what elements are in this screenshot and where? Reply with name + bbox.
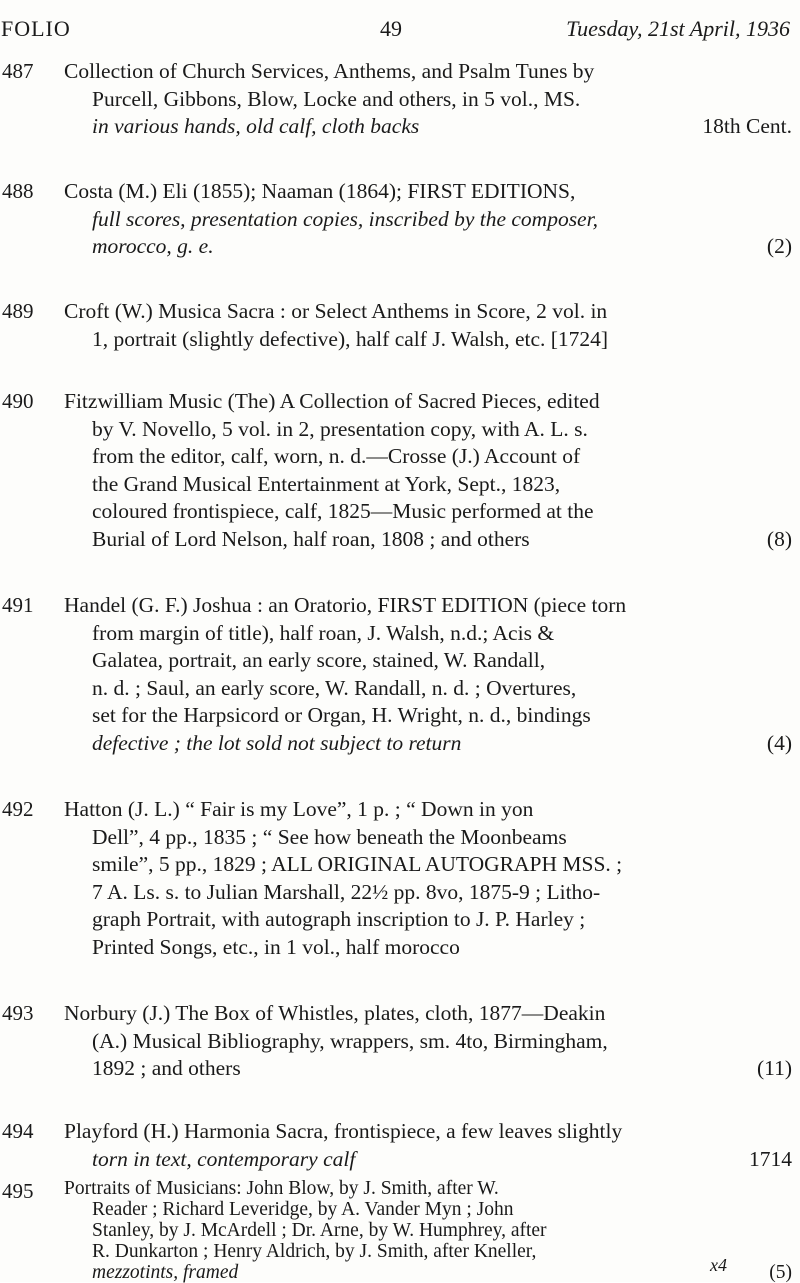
lot-line: Stanley, by J. McArdell ; Dr. Arne, by W. Humphrey, after [92, 1220, 547, 1241]
lot-quantity: (8) [766, 526, 792, 551]
lot-line: mezzotints, framed [92, 1262, 239, 1283]
lot-number: 488 [2, 179, 34, 203]
lot-line: Handel (G. F.) Joshua : an Oratorio, FIRST EDITION (piece torn [64, 593, 627, 617]
lot-description [64, 1118, 792, 1173]
lot-line-final [64, 233, 792, 261]
lot-line: the Grand Musical Entertainment at York, Sept., 1823, [92, 471, 561, 496]
lot-number: 489 [2, 299, 34, 323]
lot-description [64, 178, 792, 261]
lot-description [64, 592, 792, 757]
lot-description [64, 58, 792, 141]
lot-line: 7 A. Ls. s. to Julian Marshall, 22½ pp. 8vo, 1875-9 ; Litho- [92, 879, 601, 904]
lot-number: 492 [2, 797, 34, 821]
lot-quantity: (5) [769, 1262, 792, 1283]
lot-line: Burial of Lord Nelson, half roan, 1808 ; and others [92, 526, 530, 551]
lot-line: Costa (M.) Eli (1855); Naaman (1864); FIRST EDITIONS, [64, 179, 576, 203]
lot-quantity: (2) [766, 234, 792, 258]
lot-number: 491 [2, 593, 34, 617]
lot-line: R. Dunkarton ; Henry Aldrich, by J. Smith, after Kneller, [92, 1241, 537, 1262]
lot-line: from the editor, calf, worn, n. d.—Crosse (J.) Account of [92, 444, 581, 468]
folio-label: FOLIO [1, 16, 71, 41]
lot-description [64, 298, 792, 353]
lot-number: 495 [2, 1179, 34, 1203]
lot-line: Hatton (J. L.) “ Fair is my Love”, 1 p. ; “ Down in yon [64, 797, 534, 821]
lot-number: 494 [2, 1119, 34, 1143]
lot-line: defective ; the lot sold not subject to return [92, 730, 462, 755]
lot-description [64, 796, 792, 961]
lot-line: smile”, 5 pp., 1829 ; ALL ORIGINAL AUTOGRAPH MSS. ; [92, 852, 623, 876]
lot-line-final [64, 730, 792, 758]
lot-line: full scores, presentation copies, inscribed by the composer, [92, 206, 598, 231]
lot-line: Fitzwilliam Music (The) A Collection of Sacred Pieces, edited [64, 389, 600, 413]
lot-line: coloured frontispiece, calf, 1825—Music performed at the [92, 499, 594, 523]
signature-label: x4 [710, 1255, 727, 1275]
lot-number: 487 [2, 59, 34, 83]
lot-quantity: 1714 [749, 1146, 792, 1171]
lot-number: 493 [2, 1001, 34, 1025]
lot-line-final [64, 526, 792, 554]
lot-line: Portraits of Musicians: John Blow, by J. Smith, after W. [64, 1178, 499, 1199]
lot-line: Reader ; Richard Leveridge, by A. Vander Myn ; John [92, 1199, 514, 1220]
page-header [0, 14, 800, 44]
lot-line: Printed Songs, etc., in 1 vol., half morocco [92, 934, 460, 959]
signature-mark [710, 1255, 727, 1276]
lot-line: Galatea, portrait, an early score, stained, W. Randall, [92, 648, 546, 672]
lot-line: from margin of title), half roan, J. Walsh, n.d.; Acis & [92, 620, 555, 645]
lot-line: Norbury (J.) The Box of Whistles, plates, cloth, 1877—Deakin [64, 1001, 606, 1025]
lot-line: (A.) Musical Bibliography, wrappers, sm. 4to, Birmingham, [92, 1028, 608, 1053]
lot-line: Purcell, Gibbons, Blow, Locke and others, in 5 vol., MS. [92, 86, 581, 111]
lot-line-final [64, 1262, 792, 1283]
lot-line: Dell”, 4 pp., 1835 ; “ See how beneath the Moonbeams [92, 824, 567, 849]
lot-line: torn in text, contemporary calf [92, 1146, 356, 1171]
lot-description [64, 388, 792, 553]
lot-quantity: 18th Cent. [702, 114, 792, 138]
lot-line-final [64, 1055, 792, 1083]
lot-line-final [64, 1146, 792, 1174]
lot-quantity: (4) [766, 730, 792, 755]
lot-line-final [64, 113, 792, 141]
lot-description [64, 1000, 792, 1083]
lot-line: Playford (H.) Harmonia Sacra, frontispiece, a few leaves slightly [64, 1119, 623, 1143]
lot-line: 1892 ; and others [92, 1056, 241, 1080]
lot-line: 1, portrait (slightly defective), half calf J. Walsh, etc. [1724] [92, 326, 609, 351]
page-number: 49 [380, 16, 402, 41]
lot-quantity: (11) [756, 1056, 792, 1080]
lot-line: Collection of Church Services, Anthems, and Psalm Tunes by [64, 59, 595, 83]
lot-line: in various hands, old calf, cloth backs [92, 114, 420, 138]
lot-line: by V. Novello, 5 vol. in 2, presentation copy, with A. L. s. [92, 416, 588, 441]
lot-description [64, 1178, 792, 1283]
lot-line: n. d. ; Saul, an early score, W. Randall, n. d. ; Overtures, [92, 675, 577, 700]
lot-line: graph Portrait, with autograph inscription to J. P. Harley ; [92, 907, 586, 931]
lot-line: set for the Harpsicord or Organ, H. Wright, n. d., bindings [92, 703, 591, 727]
lot-number: 490 [2, 389, 34, 413]
lot-line: Croft (W.) Musica Sacra : or Select Anthems in Score, 2 vol. in [64, 299, 608, 323]
sale-date: Tuesday, 21st April, 1936 [566, 16, 790, 41]
lot-line: morocco, g. e. [92, 234, 214, 258]
